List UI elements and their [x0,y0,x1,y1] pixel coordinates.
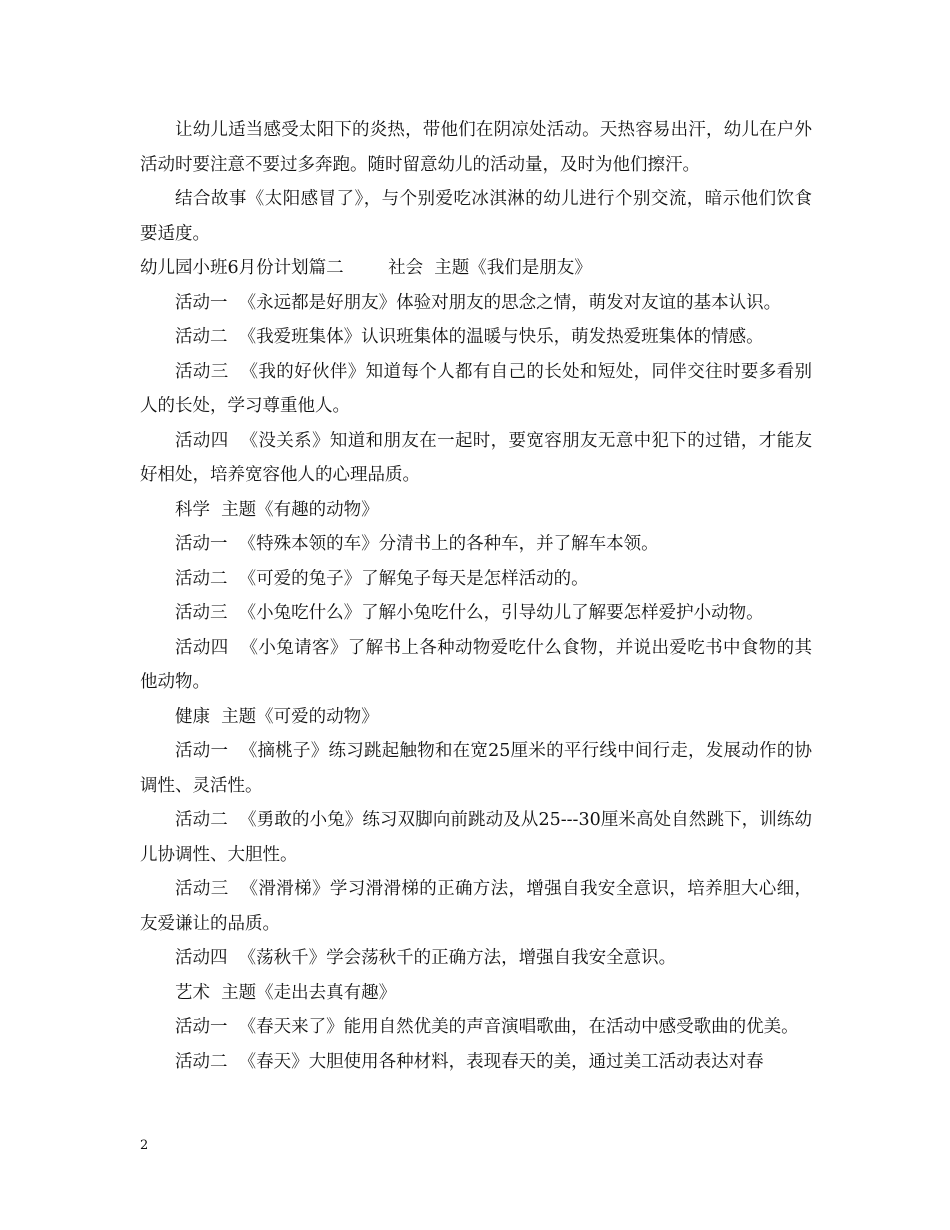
paragraph: 活动四 《小兔请客》了解书上各种动物爱吃什么食物，并说出爱吃书中食物的其他动物。 [140,637,812,692]
paragraph: 活动四 《荡秋千》学会荡秋千的正确方法，增强自我安全意识。 [175,948,677,968]
section-heading-health: 健康 主题《可爱的动物》 [175,706,379,727]
paragraph: 活动一 《永远都是好朋友》体验对朋友的思念之情，萌发对友谊的基本认识。 [175,292,782,313]
paragraph: 活动一 《春天来了》能用自然优美的声音演唱歌曲，在活动中感受歌曲的优美。 [175,1017,799,1037]
page-number: 2 [140,1138,149,1153]
paragraph: 活动四 《没关系》知道和朋友在一起时，要宽容朋友无意中犯下的过错，才能友好相处，培养宽容他人的心理品质。 [140,430,812,485]
section-heading-social: 幼儿园小班6月份计划篇二 社会 主题《我们是朋友》 [140,258,592,278]
document-body [140,113,812,1079]
section-heading-art: 艺术 主题《走出去真有趣》 [175,982,397,1003]
paragraph: 结合故事《太阳感冒了》，与个别爱吃冰淇淋的幼儿进行个别交流，暗示他们饮食要适度。 [140,189,812,244]
paragraph: 让幼儿适当感受太阳下的炎热，带他们在阴凉处活动。天热容易出汗，幼儿在户外活动时要注意不要过多奔跑。随时留意幼儿的活动量，及时为他们擦汗。 [140,120,812,175]
section-heading-science: 科学 主题《有趣的动物》 [175,499,379,520]
paragraph: 活动三 《滑滑梯》学习滑滑梯的正确方法，增强自我安全意识，培养胆大心细，友爱谦让的品质。 [140,879,812,934]
paragraph: 活动二 《春天》大胆使用各种材料，表现春天的美，通过美工活动表达对春 [175,1051,764,1072]
paragraph: 活动二 《可爱的兔子》了解兔子每天是怎样活动的。 [175,568,589,589]
paragraph: 活动一 《特殊本领的车》分清书上的各种车，并了解车本领。 [175,534,659,554]
paragraph: 活动三 《小兔吃什么》了解小兔吃什么，引导幼儿了解要怎样爱护小动物。 [175,603,764,623]
paragraph: 活动一 《摘桃子》练习跳起触物和在宽25厘米的平行线中间行走，发展动作的协调性、灵活性。 [140,741,812,796]
paragraph: 活动二 《我爱班集体》认识班集体的温暖与快乐，萌发热爱班集体的情感。 [175,327,764,347]
paragraph: 活动三 《我的好伙伴》知道每个人都有自己的长处和短处，同伴交往时要多看别人的长处，学习尊重他人。 [140,361,812,416]
paragraph: 活动二 《勇敢的小兔》练习双脚向前跳动及从25---30厘米高处自然跳下，训练幼儿协调性、大胆性。 [140,810,812,865]
